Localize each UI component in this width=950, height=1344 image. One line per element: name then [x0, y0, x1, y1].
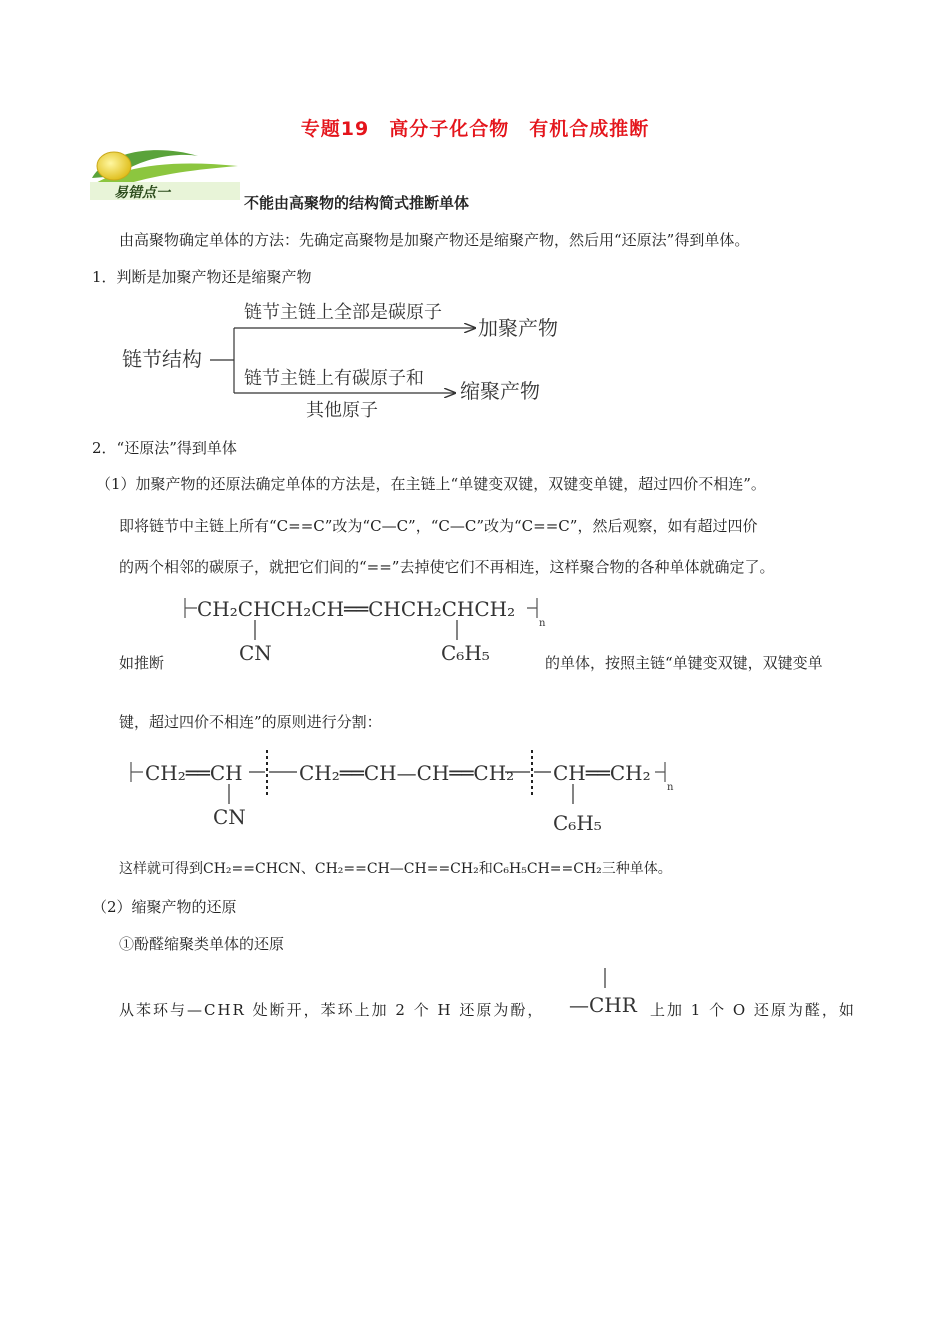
sub1-text: （1）加聚产物的还原法确定单体的方法是，在主链上“单键变双键，双键变单键，超过四价不相连”。: [96, 475, 766, 493]
flow-branch-bottom-2: 其他原子: [306, 400, 378, 421]
formula1-sub-left: CN: [239, 641, 272, 665]
example-line2: 键，超过四价不相连”的原则进行分割：: [119, 713, 382, 731]
item-1-heading: 1．判断是加聚产物还是缩聚产物: [92, 268, 312, 286]
flow-branch-top: 链节主链上全部是碳原子: [244, 302, 442, 323]
sub1-line3: 的两个相邻的碳原子，就把它们间的“==”去掉使它们不再相连，这样聚合物的各种单体就确定了。: [119, 558, 775, 576]
formula2-sub-left: CN: [213, 805, 246, 829]
formula1-sub-right: C₆H₅: [441, 641, 490, 665]
formula2-seg3: CH══CH₂: [553, 761, 651, 785]
error-point-badge: [88, 140, 248, 202]
example-suffix: 的单体，按照主链“单键变双键，双键变单: [545, 654, 823, 672]
formula2-seg2: CH₂══CH—CH══CH₂: [299, 761, 515, 785]
item-2-heading: 2．“还原法”得到单体: [92, 439, 237, 457]
result-line: 这样就可得到CH₂==CHCN、CH₂==CH—CH==CH₂和C₆H₅CH==CH₂三种单体。: [119, 861, 672, 877]
formula2-n: n: [667, 782, 674, 793]
chr-formula: [565, 966, 655, 1026]
polymer-formula-2: [125, 748, 685, 838]
formula2-sub-right: C₆H₅: [553, 811, 602, 835]
intro-text: 由高聚物确定单体的方法：先确定高聚物是加聚产物还是缩聚产物，然后用“还原法”得到单体。: [119, 231, 750, 249]
polymer-formula-1: [175, 588, 555, 668]
last-line-suffix: 上加 1 个 O 还原为醛，如: [650, 1001, 856, 1019]
sub1-line2: 即将链节中主链上所有“C==C”改为“C—C”，“C—C”改为“C==C”，然后观察，如有超过四价: [119, 517, 758, 535]
chr-formula-text: —CHR: [569, 993, 637, 1017]
formula1-backbone: CH₂CHCH₂CH══CHCH₂CHCH₂: [197, 597, 516, 621]
polymer-type-diagram: [110, 298, 580, 428]
sub2-heading: （2）缩聚产物的还原: [92, 898, 237, 916]
flow-branch-bottom-1: 链节主链上有碳原子和: [244, 368, 424, 389]
flow-result-bottom: 缩聚产物: [460, 379, 540, 403]
badge-label: 易错点一: [114, 185, 170, 201]
flow-result-top: 加聚产物: [478, 316, 558, 340]
page-title: 专题19 高分子化合物 有机合成推断: [300, 118, 650, 140]
sub2-item: ①酚醛缩聚类单体的还原: [119, 935, 285, 953]
flow-root: 链节结构: [122, 347, 202, 371]
formula1-n: n: [539, 618, 546, 629]
example-prefix: 如推断: [119, 654, 165, 672]
last-line-prefix: 从苯环与—CHR 处断开，苯环上加 2 个 H 还原为酚，: [119, 1001, 545, 1019]
formula2-seg1: CH₂══CH: [145, 761, 243, 785]
section-heading: 不能由高聚物的结构简式推断单体: [244, 194, 470, 212]
